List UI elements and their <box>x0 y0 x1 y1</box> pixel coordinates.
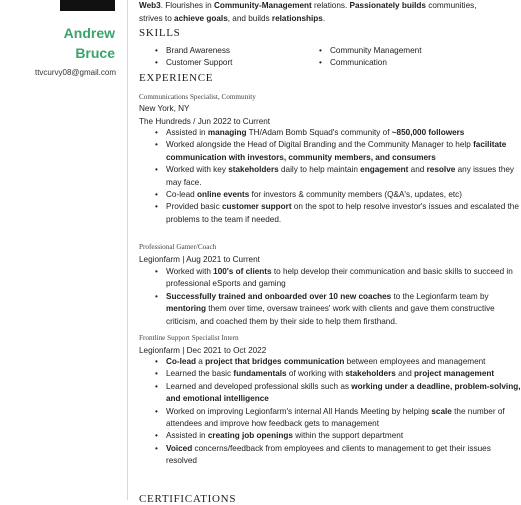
skill-item: • Communication <box>330 56 387 69</box>
sidebar <box>0 0 127 500</box>
intro-paragraph: Web3. Flourishes in Community-Management relations. Passionately builds communities, strives to achieve goals, and builds relationships. <box>139 1 477 23</box>
last-name: Bruce <box>75 45 115 61</box>
bullet-item: • Assisted in managing TH/Adam Bomb Squad's community of ~850,000 followers <box>166 127 521 139</box>
bullet-item: • Worked with 100's of clients to help develop their communication and basic skills to succeed in professional eSports and gaming <box>166 266 521 291</box>
job-location: New York, NY <box>139 104 190 113</box>
bullet-item: • Learned the basic fundamentals of working with stakeholders and project management <box>166 368 521 380</box>
bullet-item: • Worked alongside the Head of Digital Branding and the Community Manager to help facilitate communication with investors, community members, and consumers <box>166 139 521 164</box>
job-bullets <box>139 266 521 328</box>
bullet-item: • Co-lead a project that bridges communication between employees and management <box>166 356 521 368</box>
job-title: Communications Specialist, Community <box>139 93 256 101</box>
skills-heading: SKILLS <box>139 27 181 39</box>
job-title: Professional Gamer/Coach <box>139 243 217 251</box>
skill-item: • Customer Support <box>166 56 232 69</box>
bullet-item: • Worked on improving Legionfarm's internal All Hands Meeting by helping scale the number of attendees and improve how feedback gets to management <box>166 406 521 431</box>
job-company-dates: Legionfarm | Dec 2021 to Oct 2022 <box>139 346 267 355</box>
job-bullets <box>139 127 521 226</box>
bullet-item: • Worked with key stakeholders daily to help maintain engagement and resolve any issues they may face. <box>166 164 521 189</box>
profile-photo <box>60 0 115 11</box>
job-company-dates: The Hundreds / Jun 2022 to Current <box>139 117 271 126</box>
bullet-item: • Provided basic customer support on the spot to help resolve investor's issues and escalated the problems to the team if needed. <box>166 201 521 226</box>
first-name: Andrew <box>63 25 115 41</box>
bullet-item: • Learned and developed professional skills such as working under a deadline, problem-solving, and emotional intelligence <box>166 381 521 406</box>
job-company-dates: Legionfarm | Aug 2021 to Current <box>139 255 260 264</box>
experience-heading: EXPERIENCE <box>139 72 214 84</box>
job-title: Frontline Support Specialist Intern <box>139 334 239 342</box>
bullet-item: • Co-lead online events for investors & community members (Q&A's, updates, etc) <box>166 189 521 201</box>
column-divider <box>127 0 128 500</box>
skill-item: • Community Management <box>330 44 421 57</box>
bullet-item: • Voiced concerns/feedback from employees and clients to management to get their issues resolved <box>166 443 521 468</box>
certifications-heading: CERTIFICATIONS <box>139 493 237 505</box>
job-bullets <box>139 356 521 468</box>
bullet-item: • Assisted in creating job openings within the support department <box>166 430 521 442</box>
email-address[interactable]: ttvcurvy08@gmail.com <box>34 68 116 77</box>
skill-item: • Brand Awareness <box>166 44 230 57</box>
bullet-item: • Successfully trained and onboarded over 10 new coaches to the Legionfarm team by mentoring them over time, oversaw trainees' work with clients and gave them constructive criticism, and coached them by their side to help them firsthand. <box>166 291 521 328</box>
